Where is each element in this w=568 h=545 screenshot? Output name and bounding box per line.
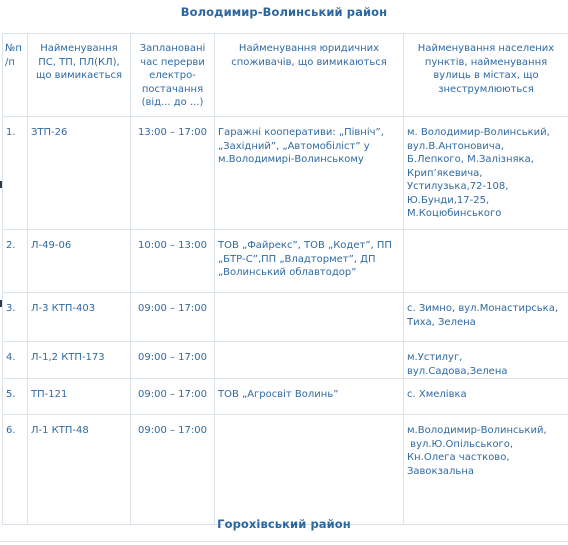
settlement-line: Завокзальна: [407, 465, 474, 477]
cell-consumers: ТОВ „Файрекс”, ТОВ „Кодет”, ПП „БТР-С”,ПП „Владтормет”, ДП „Волинський облавтодор”: [215, 230, 404, 293]
settlement-line: Устилузька,72-108,: [407, 181, 509, 192]
cell-settlements: [404, 293, 568, 342]
settlement-line: Ю.Бунди,17-25,: [407, 194, 490, 206]
cell-settlements: [404, 415, 568, 525]
cell-time: 13:00 – 17:00: [131, 117, 215, 230]
settlement-line: вул.Ю.Опільського,: [407, 438, 514, 450]
header-number: №п/п: [3, 34, 28, 117]
table-row: [3, 415, 568, 525]
settlement-line: м.Устилуг, вул.Садова,Зелена: [407, 352, 508, 377]
cell-number: 3.: [3, 293, 28, 342]
cell-consumers: [215, 342, 404, 379]
cell-consumers: Гаражні кооперативи: „Північ”, „Західний”, „Автомобіліст” у м.Володимирі-Волинському: [215, 117, 404, 230]
cell-number: 4.: [3, 342, 28, 379]
cell-number: 1.: [3, 117, 28, 230]
header-consumers: Найменування юридичних споживачів, що вимикаються: [215, 34, 404, 117]
settlement-line: М.Коцюбинського: [407, 208, 502, 219]
settlement-line: вул.В.Антоновича,: [407, 140, 505, 152]
district-title-volodymyr-volynskyi: Володимир-Волинський район: [180, 5, 388, 19]
cell-time: 09:00 – 17:00: [131, 342, 215, 379]
cell-number: 6.: [3, 415, 28, 525]
header-settlements: Найменування населених пунктів, найменування вулиць в містах, що знеструмлюються: [404, 34, 568, 117]
outage-table: [2, 33, 568, 525]
cell-line: Л-3 КТП-403: [28, 293, 131, 342]
settlement-line: Крип’якевича,: [407, 167, 483, 179]
district-title-horokhiv: Горохівський район: [217, 517, 351, 531]
cell-settlements: [404, 342, 568, 379]
cell-time: 10:00 – 13:00: [131, 230, 215, 293]
cell-consumers: [215, 293, 404, 342]
cell-line: Л-1 КТП-48: [28, 415, 131, 525]
settlement-line: Тиха, Зелена: [407, 316, 476, 328]
cell-number: 2.: [3, 230, 28, 293]
table-row: [3, 293, 568, 342]
table-header-row: [3, 34, 568, 117]
cell-settlements: [404, 117, 568, 230]
table-row: [3, 117, 568, 230]
table-row: [3, 230, 568, 293]
table-row: [3, 379, 568, 415]
settlement-line: Кн.Олега частково,: [407, 452, 510, 463]
table-border-line: [0, 541, 568, 542]
cell-consumers: [215, 415, 404, 525]
cell-number: 5.: [3, 379, 28, 415]
settlement-line: с. Хмелівка: [407, 389, 467, 400]
cell-line: ТП-121: [28, 379, 131, 415]
settlement-line: Б.Лепкого, М.Залізняка,: [407, 154, 534, 165]
cell-line: Л-1,2 КТП-173: [28, 342, 131, 379]
cell-line: Л-49-06: [28, 230, 131, 293]
header-line: Найменування ПС, ТП, ПЛ(КЛ), що вимикається: [28, 34, 131, 117]
settlement-line: м. Володимир-Волинський,: [407, 127, 550, 138]
cell-time: 09:00 – 17:00: [131, 293, 215, 342]
cell-consumers: ТОВ „Агросвіт Волинь”: [215, 379, 404, 415]
settlement-line: м.Володимир-Волинський,: [407, 425, 547, 436]
cell-time: 09:00 – 17:00: [131, 415, 215, 525]
cell-line: ЗТП-26: [28, 117, 131, 230]
cell-settlements: [404, 230, 568, 293]
table-row: [3, 342, 568, 379]
cell-settlements: [404, 379, 568, 415]
cell-time: 09:00 – 17:00: [131, 379, 215, 415]
header-time: Заплановані час перерви електро-постачання (від... до ...): [131, 34, 215, 117]
settlement-line: с. Зимно, вул.Монастирська,: [407, 303, 559, 314]
